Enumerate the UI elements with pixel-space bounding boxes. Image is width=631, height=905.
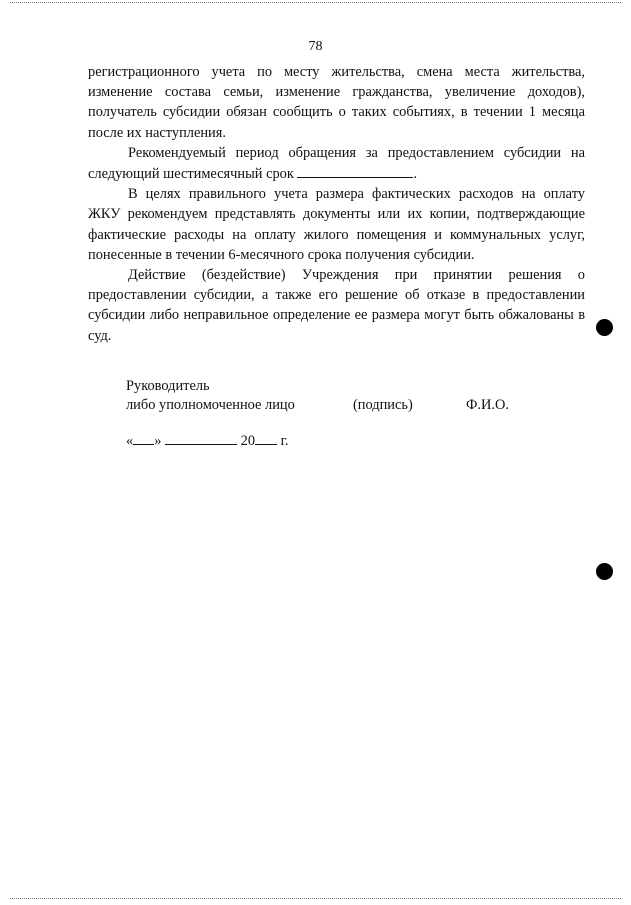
paragraph-reporting-changes: регистрационного учета по месту жительства, смена места жительства, изменение состава семьи, изменение гражданства, увеличение доходов), получатель субсидии обязан сообщить о таких событиях, в течении 1 месяца после их наступления. (88, 64, 585, 141)
full-name-label: Ф.И.О. (466, 397, 509, 413)
recommended-period-text: Рекомендуемый период обращения за предоставлением субсидии на следующий шестимесячный срок (88, 144, 585, 183)
year-suffix: г. (280, 433, 289, 449)
signature-label: (подпись) (353, 397, 413, 413)
document-body (88, 62, 585, 346)
authorized-person-title: либо уполномоченное лицо (126, 397, 295, 413)
scan-bottom-edge (10, 898, 621, 899)
date-close-quote: » (154, 433, 162, 449)
paragraph-appeal: Действие (бездействие) Учреждения при принятии решения о предоставлении субсидии, а также его решение об отказе в предоставлении субсидии либо неправильное определение ее размера могут быть обжалованы в суд. (88, 267, 585, 344)
period-blank-line (297, 163, 413, 178)
month-blank (165, 430, 237, 445)
binder-hole-mark-bottom (596, 563, 613, 580)
period-end-mark: . (413, 166, 418, 183)
signature-block (126, 377, 546, 415)
paragraph-expense-documents: В целях правильного учета размера фактических расходов на оплату ЖКУ рекомендуем представлять документы или их копии, подтверждающие фактические расходы на оплату жилого помещения и коммунальных услуг, понесенные в течении 6-месячного срока получения субсидии. (88, 186, 585, 263)
date-line (126, 430, 289, 451)
paragraph-recommended-period (88, 143, 585, 184)
manager-title: Руководитель (126, 378, 210, 394)
year-prefix: 20 (240, 433, 256, 449)
binder-hole-mark-top (596, 319, 613, 336)
signature-title-line1 (126, 377, 546, 396)
signature-title-line2 (126, 396, 546, 415)
page-number: 78 (308, 39, 323, 54)
year-blank (255, 430, 277, 445)
date-open-quote: « (126, 433, 134, 449)
day-blank (133, 430, 154, 445)
scan-top-edge (10, 2, 621, 3)
